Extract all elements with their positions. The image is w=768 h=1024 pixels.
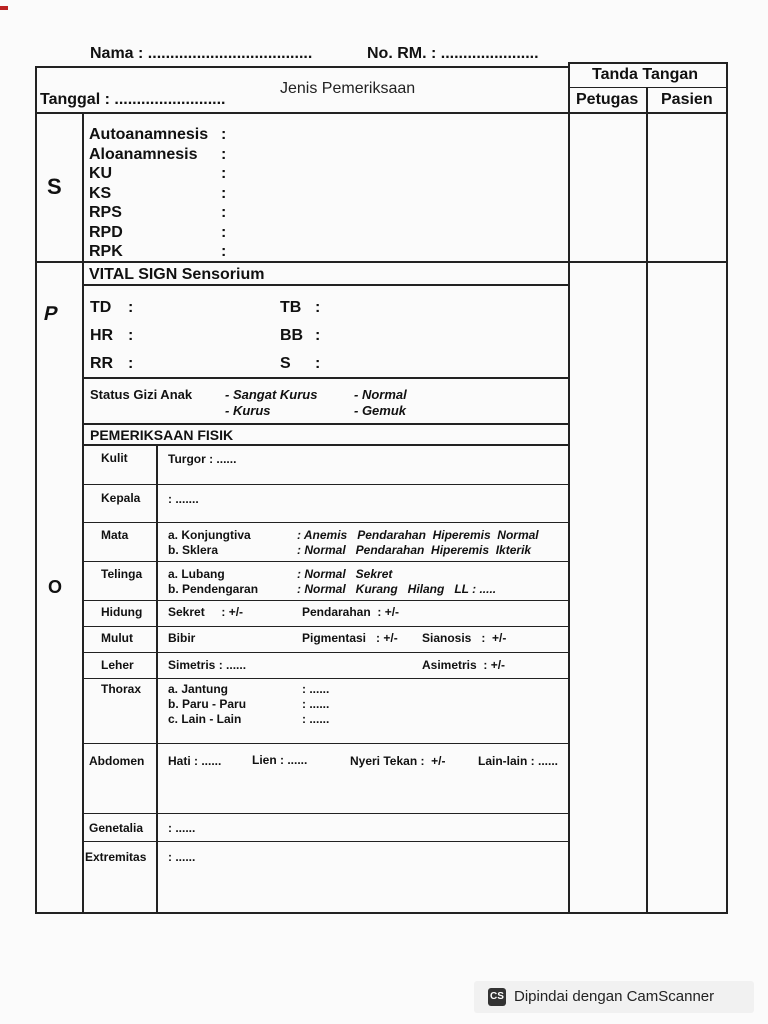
colon: : <box>221 223 227 241</box>
pendengaran-options: : Normal Kurang Hilang LL : ..... <box>297 582 497 596</box>
row-divider <box>82 522 570 523</box>
gizi-sangat-kurus: - Sangat Kurus <box>225 387 318 402</box>
hidung-label: Hidung <box>101 605 143 619</box>
pemeriksaan-fisik-title: PEMERIKSAAN FISIK <box>90 427 234 443</box>
tanda-tangan-header: Tanda Tangan <box>592 66 699 83</box>
colon: : <box>315 327 321 344</box>
thorax-label: Thorax <box>101 682 142 696</box>
petugas-pasien-divider <box>646 87 648 914</box>
rr-label: RR <box>90 355 114 372</box>
pigmentasi-field: Pigmentasi : +/- <box>302 631 398 645</box>
letter-col-divider <box>82 112 84 914</box>
lubang-label: a. Lubang <box>168 567 225 581</box>
subjective-item: KU <box>89 165 113 182</box>
jenis-pemeriksaan-header: Jenis Pemeriksaan <box>280 80 416 97</box>
corner-mark <box>0 6 8 10</box>
hati-field: Hati : ...... <box>168 754 222 768</box>
camscanner-logo-icon: CS <box>488 988 506 1006</box>
row-divider <box>82 841 570 842</box>
subjective-item: RPS <box>89 204 122 221</box>
konjungtiva-label: a. Konjungtiva <box>168 528 251 542</box>
sianosis-field: Sianosis : +/- <box>422 631 507 645</box>
colon: : <box>315 355 321 372</box>
genetalia-label: Genetalia <box>89 821 144 835</box>
table-left-border <box>35 66 37 914</box>
row-divider <box>82 743 570 744</box>
s-label: S <box>280 355 291 372</box>
status-gizi-label: Status Gizi Anak <box>90 387 193 402</box>
sekret-field: Sekret : +/- <box>168 605 244 619</box>
td-label: TD <box>90 299 112 316</box>
bibir-field: Bibir <box>168 631 196 645</box>
lain-lain-thorax-field: : ...... <box>302 712 330 726</box>
pendengaran-label: b. Pendengaran <box>168 582 259 596</box>
jantung-field: : ...... <box>302 682 330 696</box>
subjective-list <box>89 125 208 262</box>
nyeri-tekan-field: Nyeri Tekan : +/- <box>350 754 446 768</box>
row-divider <box>82 813 570 814</box>
hr-label: HR <box>90 327 114 344</box>
camscanner-text: Dipindai dengan CamScanner <box>514 988 715 1005</box>
table-bottom-border <box>35 912 728 914</box>
paru-label: b. Paru - Paru <box>168 697 247 711</box>
section-letter-o: O <box>48 577 63 597</box>
colon: : <box>221 126 227 143</box>
turgor-field: Turgor : ...... <box>168 452 237 466</box>
tb-label: TB <box>280 299 302 316</box>
asimetris-field: Asimetris : +/- <box>422 658 506 672</box>
colon: : <box>221 145 227 163</box>
leher-label: Leher <box>101 658 134 672</box>
extremitas-label: Extremitas <box>85 850 147 864</box>
petugas-header: Petugas <box>576 91 639 108</box>
kepala-label: Kepala <box>101 491 141 505</box>
gizi-gemuk: - Gemuk <box>354 403 407 418</box>
colon: : <box>221 243 227 260</box>
colon: : <box>221 204 227 221</box>
gizi-kurus: - Kurus <box>225 403 271 418</box>
table-right-border <box>726 62 728 914</box>
vital-bottom-divider <box>82 377 570 379</box>
row-divider <box>82 678 570 679</box>
colon: : <box>128 299 134 316</box>
lien-field: Lien : ...... <box>252 753 308 767</box>
mulut-label: Mulut <box>101 631 133 645</box>
vital-title-divider <box>82 284 570 286</box>
row-divider <box>82 626 570 627</box>
colon: : <box>128 355 134 372</box>
bb-label: BB <box>280 327 304 344</box>
paru-field: : ...... <box>302 697 330 711</box>
subjective-item: RPK <box>89 243 123 260</box>
pendarahan-field: Pendarahan : +/- <box>302 605 400 619</box>
row-divider <box>82 561 570 562</box>
header-bottom-border <box>35 112 728 114</box>
colon: : <box>221 184 227 202</box>
colon: : <box>128 327 134 344</box>
subjective-item: RPD <box>89 223 123 241</box>
jantung-label: a. Jantung <box>168 682 229 696</box>
subjective-item: Autoanamnesis <box>89 126 209 143</box>
mata-label: Mata <box>101 528 129 542</box>
tanda-tangan-divider <box>568 87 728 88</box>
sklera-options: : Normal Pendarahan Hiperemis Ikterik <box>297 543 532 557</box>
pasien-header: Pasien <box>661 91 713 108</box>
section-letter-s: S <box>47 174 62 199</box>
lain-lain-abdomen-field: Lain-lain : ...... <box>478 754 559 768</box>
sklera-label: b. Sklera <box>168 543 219 557</box>
subjective-item: KS <box>89 184 112 202</box>
extremitas-field: : ...... <box>168 850 196 864</box>
vital-sign-title: VITAL SIGN Sensorium <box>89 266 265 283</box>
kepala-field: : ....... <box>168 492 199 506</box>
genetalia-field: : ...... <box>168 821 196 835</box>
simetris-field: Simetris : ...... <box>168 658 247 672</box>
nama-field: Nama : ..................................... <box>90 45 313 62</box>
kulit-label: Kulit <box>101 451 128 465</box>
camscanner-badge <box>474 981 754 1013</box>
row-divider <box>82 484 570 485</box>
fisik-label-divider <box>156 444 158 914</box>
konjungtiva-options: : Anemis Pendarahan Hiperemis Normal <box>297 528 539 542</box>
subjective-item: Aloanamnesis <box>89 145 198 163</box>
section-letter-p: P <box>41 303 60 325</box>
colon: : <box>315 299 321 316</box>
signature-top-border <box>568 62 728 64</box>
lain-lain-thorax-label: c. Lain - Lain <box>168 712 242 726</box>
lubang-options: : Normal Sekret <box>297 567 393 581</box>
abdomen-label: Abdomen <box>89 754 145 768</box>
telinga-label: Telinga <box>101 567 143 581</box>
gizi-bottom-divider <box>82 423 570 425</box>
table-top-border <box>35 66 569 68</box>
no-rm-field: No. RM. : ...................... <box>367 45 539 62</box>
row-divider <box>82 600 570 601</box>
tanggal-field: Tanggal : ......................... <box>40 91 226 108</box>
row-divider <box>82 652 570 653</box>
colon: : <box>221 165 227 182</box>
signature-col-divider <box>568 62 570 914</box>
subjective-colons <box>221 125 226 262</box>
gizi-normal: - Normal <box>354 387 407 402</box>
